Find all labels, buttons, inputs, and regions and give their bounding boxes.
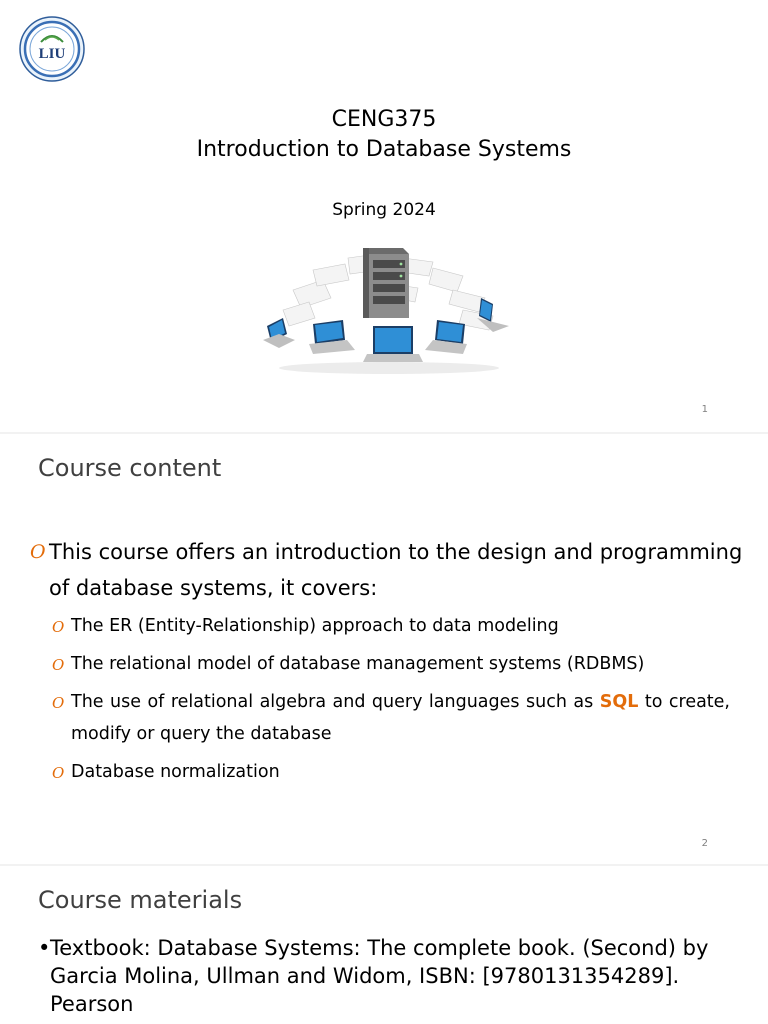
bullet-icon: O — [52, 656, 65, 674]
slide-heading: Course content — [38, 454, 222, 482]
list-item — [52, 648, 730, 680]
list-item-text: The relational model of database management systems (RDBMS) — [71, 654, 645, 674]
bullet-icon: O — [52, 694, 65, 712]
sub-bullet-list — [52, 610, 730, 794]
main-bullet — [30, 534, 759, 606]
slide-3 — [0, 866, 768, 1024]
list-item — [52, 610, 730, 642]
list-item-text-before: The use of relational algebra and query languages such as — [71, 692, 600, 712]
database-server-network-icon — [253, 240, 525, 376]
list-item — [38, 934, 730, 1018]
list-item-text-after: to create, modify or query the database — [71, 692, 730, 744]
bullet-icon: O — [52, 764, 65, 782]
bullet-icon: O — [52, 618, 65, 636]
slide-2 — [0, 434, 768, 864]
list-item — [52, 756, 730, 788]
course-term: Spring 2024 — [332, 200, 436, 220]
slide-heading: Course materials — [38, 886, 243, 914]
logo-text: LIU — [38, 46, 66, 62]
liu-logo — [19, 16, 85, 82]
bullet-icon: • — [38, 936, 51, 960]
course-code: CENG375 — [331, 107, 437, 132]
slide-1 — [0, 0, 768, 432]
page-number: 1 — [701, 404, 708, 415]
main-bullet-text: This course offers an introduction to the design and programming of database systems, it covers: — [49, 540, 743, 600]
page-number: 2 — [701, 838, 708, 849]
course-title: Introduction to Database Systems — [196, 137, 572, 162]
bullet-icon: O — [30, 541, 46, 563]
list-item — [52, 686, 730, 750]
list-item-text: The ER (Entity-Relationship) approach to data modeling — [71, 616, 559, 636]
list-item-text: Database normalization — [71, 762, 280, 782]
list-item-text: Textbook: Database Systems: The complete book. (Second) by Garcia Molina, Ullman and Widom, ISBN: [9780131354289]. Pearson — [50, 936, 709, 1016]
sql-highlight: SQL — [599, 692, 639, 712]
